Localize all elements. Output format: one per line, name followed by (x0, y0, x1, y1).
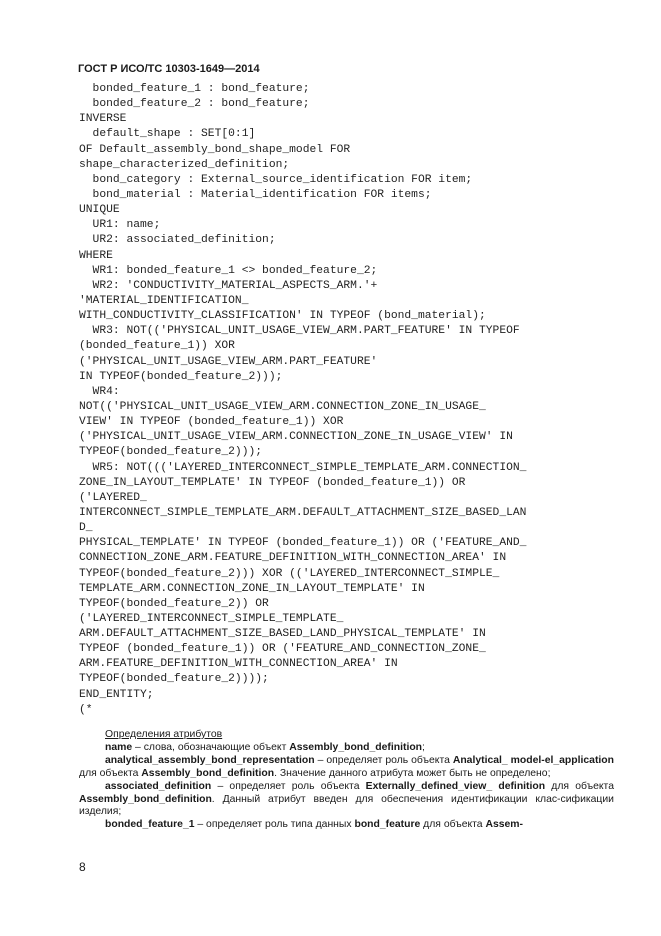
code-line: ('PHYSICAL_UNIT_USAGE_VIEW_ARM.CONNECTION_ZONE_IN_USAGE_VIEW' IN (79, 431, 513, 444)
code-line: WHERE (79, 249, 113, 262)
code-line: NOT(('PHYSICAL_UNIT_USAGE_VIEW_ARM.CONNECTION_ZONE_IN_USAGE_ (79, 400, 486, 413)
express-code-block (79, 82, 639, 718)
attribute-associated-definition: associated_definition – определяет роль объекта Externally_defined_view_ definition для объекта Assembly_bond_definition. Данный атрибут введен для обеспечения идентификации клас-сификации изделия; (79, 780, 614, 818)
code-line: TYPEOF(bonded_feature_2)) OR (79, 597, 269, 610)
attribute-analytical-representation: analytical_assembly_bond_representation – определяет роль объекта Analytical_ model-el_application для объекта Assembly_bond_definition. Значение данного атрибута может быть не определено; (79, 754, 614, 779)
code-line: WR4: (79, 385, 120, 398)
code-line: UR1: name; (79, 219, 161, 232)
code-line: IN TYPEOF(bonded_feature_2))); (79, 370, 283, 383)
code-line: PHYSICAL_TEMPLATE' IN TYPEOF (bonded_feature_1)) OR ('FEATURE_AND_ (79, 537, 527, 550)
code-line: ('LAYERED_INTERCONNECT_SIMPLE_TEMPLATE_ (79, 612, 344, 625)
code-line: INVERSE (79, 113, 127, 126)
attribute-name: name – слова, обозначающие объект Assembly_bond_definition; (105, 741, 425, 753)
code-line: TYPEOF(bonded_feature_2))) XOR (('LAYERED_INTERCONNECT_SIMPLE_ (79, 567, 500, 580)
code-line: (* (79, 703, 93, 716)
attributes-heading: Определения атрибутов (105, 729, 223, 740)
code-line: ZONE_IN_LAYOUT_TEMPLATE' IN TYPEOF (bonded_feature_1)) OR (79, 476, 466, 489)
code-line: ARM.FEATURE_DEFINITION_WITH_CONNECTION_AREA' IN (79, 658, 398, 671)
code-line: ('PHYSICAL_UNIT_USAGE_VIEW_ARM.PART_FEATURE' (79, 355, 378, 368)
code-line: WR5: NOT((('LAYERED_INTERCONNECT_SIMPLE_TEMPLATE_ARM.CONNECTION_ (79, 461, 527, 474)
code-line: VIEW' IN TYPEOF (bonded_feature_1)) XOR (79, 416, 344, 429)
code-line: INTERCONNECT_SIMPLE_TEMPLATE_ARM.DEFAULT_ATTACHMENT_SIZE_BASED_LAN (79, 506, 527, 519)
code-line: ARM.DEFAULT_ATTACHMENT_SIZE_BASED_LAND_PHYSICAL_TEMPLATE' IN (79, 628, 486, 641)
code-line: WITH_CONDUCTIVITY_CLASSIFICATION' IN TYPEOF (bond_material); (79, 310, 486, 323)
code-line: ('LAYERED_ (79, 491, 147, 504)
attribute-bonded-feature-1: bonded_feature_1 – определяет роль типа данных bond_feature для объекта Assem- (105, 819, 523, 831)
code-line: WR3: NOT(('PHYSICAL_UNIT_USAGE_VIEW_ARM.PART_FEATURE' IN TYPEOF (79, 325, 520, 338)
code-line: bonded_feature_2 : bond_feature; (79, 98, 310, 111)
code-line: TEMPLATE_ARM.CONNECTION_ZONE_IN_LAYOUT_TEMPLATE' IN (79, 582, 425, 595)
code-line: TYPEOF(bonded_feature_2))); (79, 446, 263, 459)
document-header: ГОСТ Р ИСО/ТС 10303-1649—2014 (78, 63, 260, 75)
code-line: D_ (79, 522, 93, 535)
code-line: WR1: bonded_feature_1 <> bonded_feature_2; (79, 264, 378, 277)
code-line: UR2: associated_definition; (79, 234, 276, 247)
code-line: WR2: 'CONDUCTIVITY_MATERIAL_ASPECTS_ARM.'+ (79, 279, 378, 292)
code-line: shape_characterized_definition; (79, 158, 290, 171)
code-line: END_ENTITY; (79, 688, 154, 701)
attribute-definitions (79, 729, 614, 832)
code-line: (bonded_feature_1)) XOR (79, 340, 235, 353)
code-line: bonded_feature_1 : bond_feature; (79, 83, 310, 95)
code-line: TYPEOF(bonded_feature_2)))); (79, 673, 269, 686)
page-number: 8 (79, 860, 86, 874)
code-line: TYPEOF (bonded_feature_1)) OR ('FEATURE_AND_CONNECTION_ZONE_ (79, 643, 486, 656)
code-line: bond_material : Material_identification FOR items; (79, 188, 432, 201)
code-line: bond_category : External_source_identification FOR item; (79, 173, 473, 186)
code-line: default_shape : SET[0:1] (79, 128, 256, 141)
code-line: OF Default_assembly_bond_shape_model FOR (79, 143, 351, 156)
code-line: 'MATERIAL_IDENTIFICATION_ (79, 294, 249, 307)
code-line: CONNECTION_ZONE_ARM.FEATURE_DEFINITION_WITH_CONNECTION_AREA' IN (79, 552, 507, 565)
code-line: UNIQUE (79, 204, 120, 217)
